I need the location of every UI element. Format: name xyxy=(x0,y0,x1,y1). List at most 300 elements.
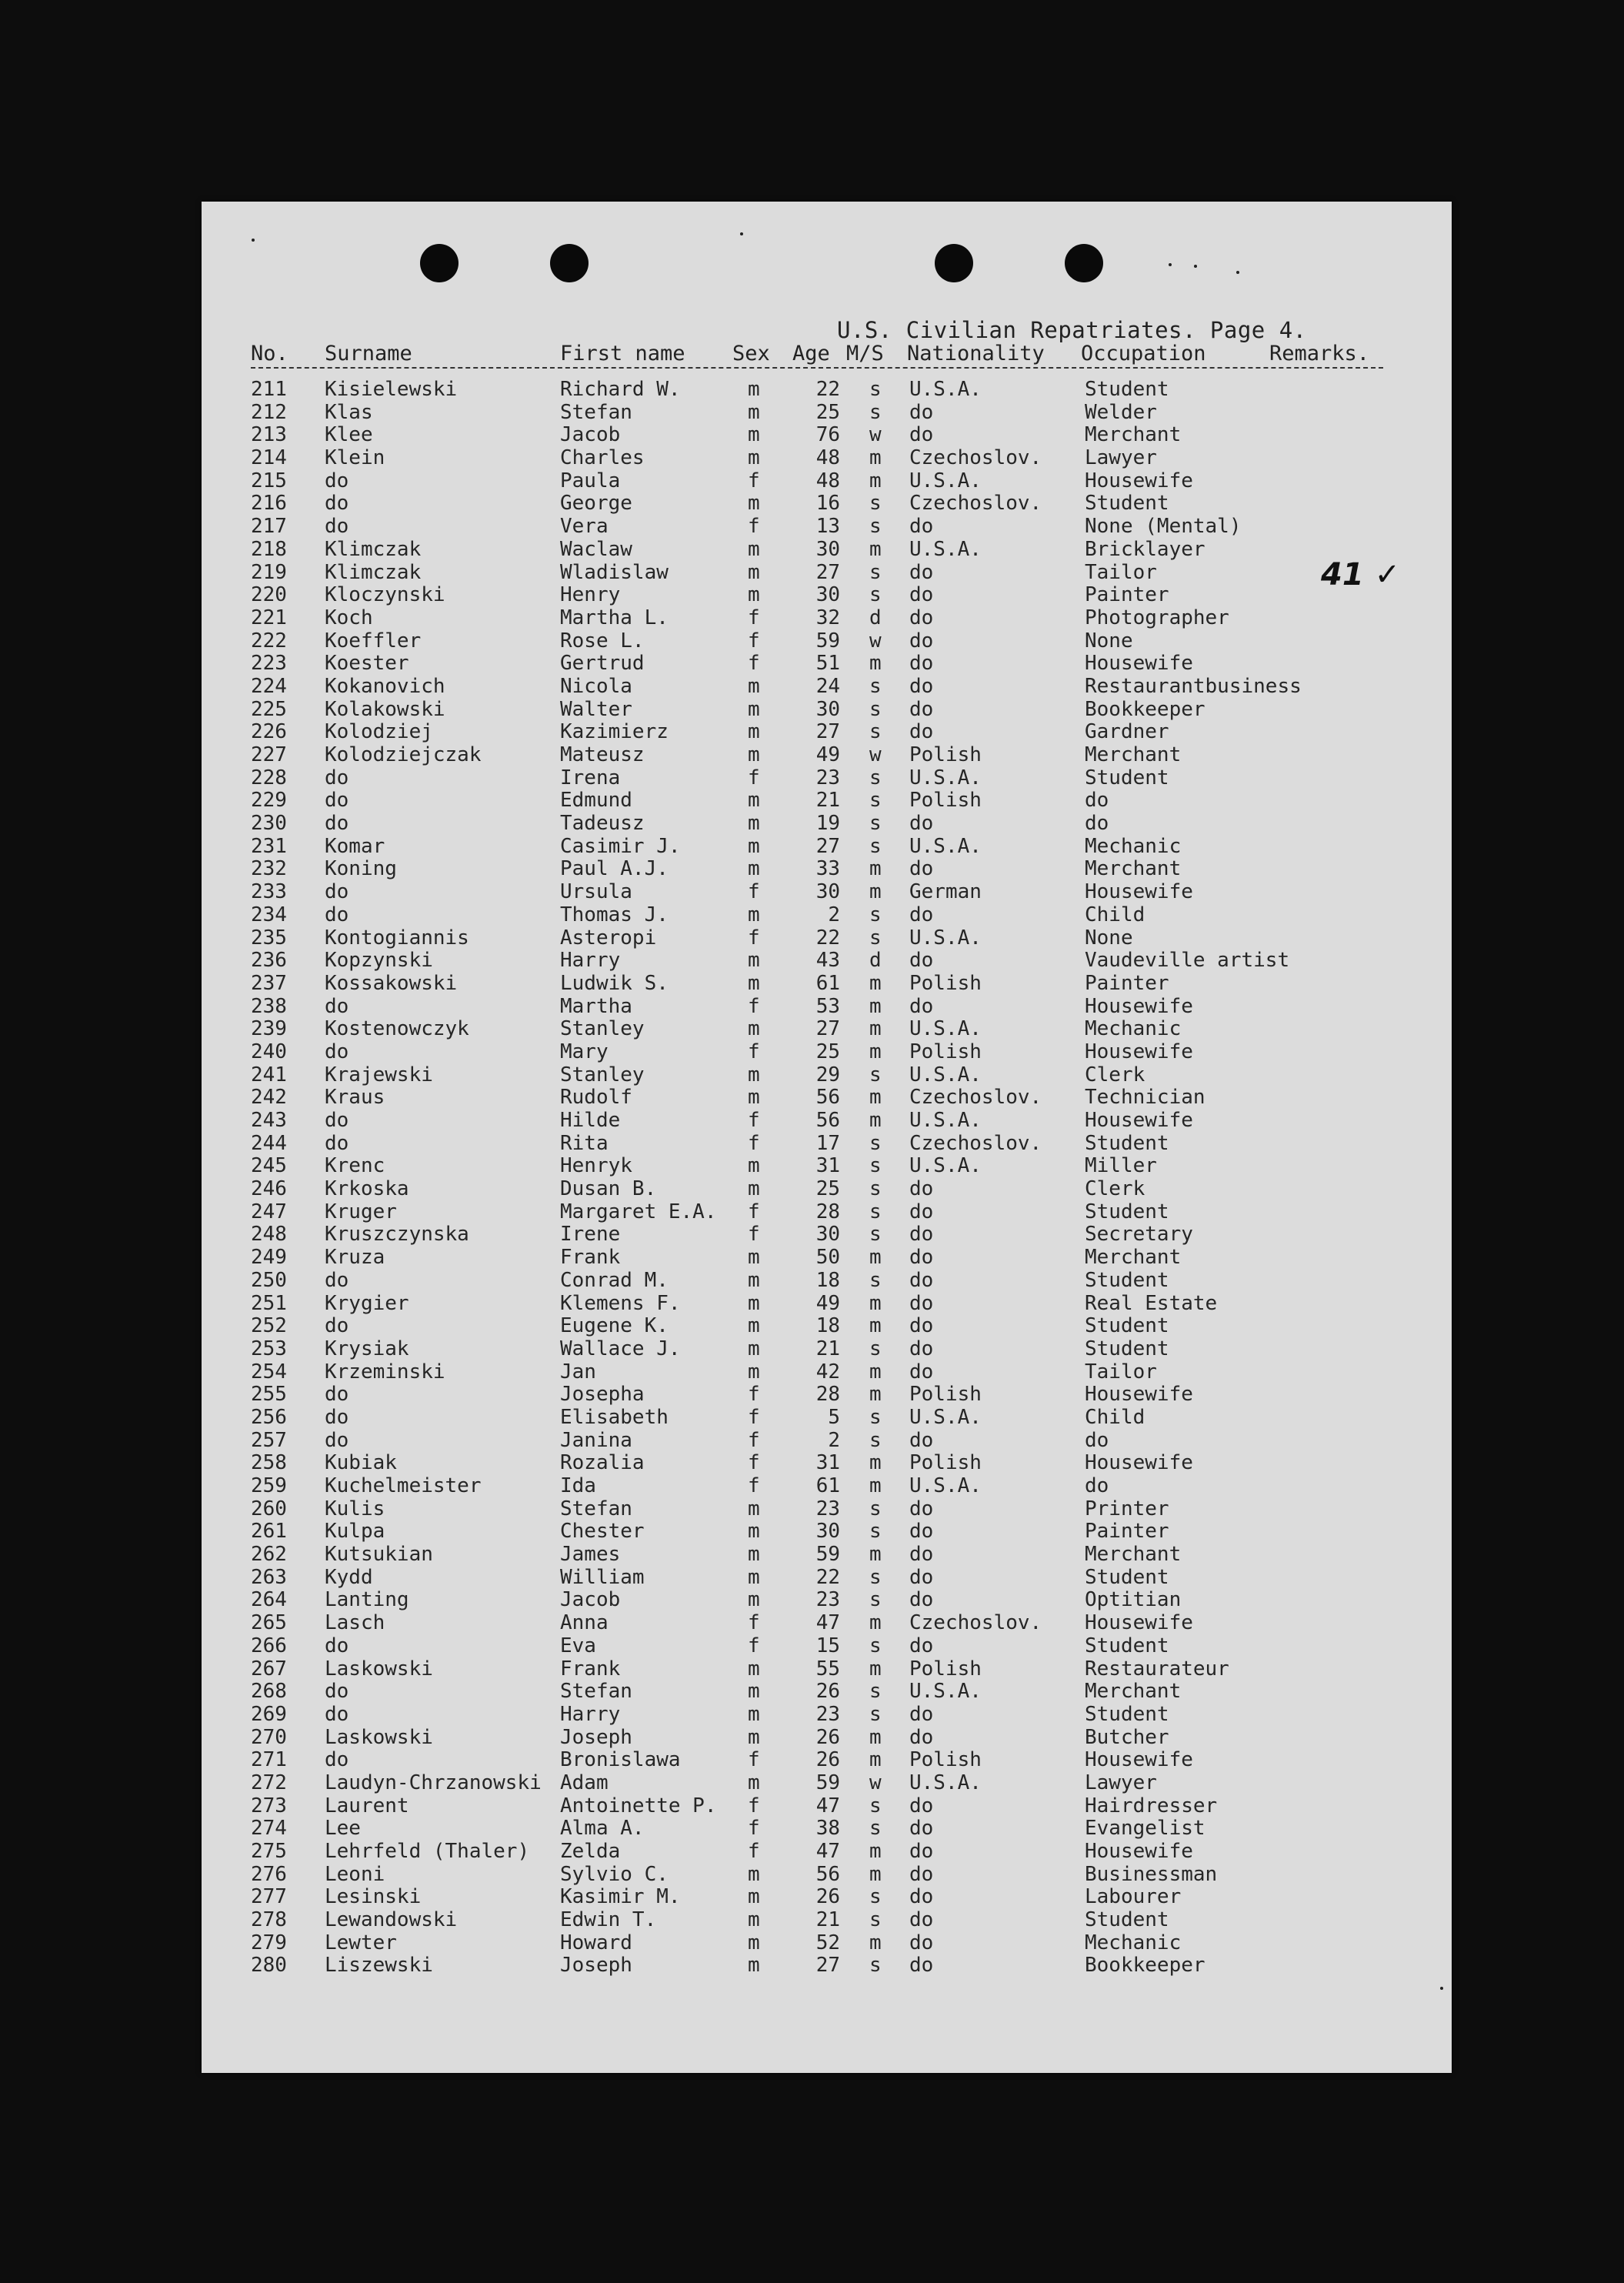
row-nationality: do xyxy=(909,1177,934,1201)
row-surname: Kulpa xyxy=(325,1520,385,1544)
table-row xyxy=(202,1932,1452,1955)
row-nationality: do xyxy=(909,1702,934,1726)
row-surname: do xyxy=(325,1680,349,1704)
table-row xyxy=(202,676,1452,699)
row-age: 42 xyxy=(815,1360,840,1383)
row-marital-status: s xyxy=(869,1817,882,1841)
speck xyxy=(740,232,743,235)
row-first-name: Conrad M. xyxy=(560,1268,669,1292)
row-first-name: Jacob xyxy=(560,1588,621,1612)
row-sex: m xyxy=(748,1702,760,1726)
row-sex: m xyxy=(748,1588,760,1612)
row-number: 255 xyxy=(251,1383,287,1407)
row-occupation: Merchant xyxy=(1085,1680,1182,1704)
row-sex: f xyxy=(748,469,760,492)
row-number: 260 xyxy=(251,1497,287,1520)
row-marital-status: s xyxy=(869,697,882,721)
row-sex: m xyxy=(748,1086,760,1110)
row-occupation: Clerk xyxy=(1085,1063,1145,1086)
row-nationality: do xyxy=(909,400,934,424)
row-marital-status: s xyxy=(869,903,882,926)
row-marital-status: s xyxy=(869,492,882,516)
row-occupation: Housewife xyxy=(1085,1383,1193,1407)
row-marital-status: s xyxy=(869,560,882,584)
row-first-name: Paul A.J. xyxy=(560,857,669,881)
punch-hole xyxy=(420,244,459,282)
row-marital-status: s xyxy=(869,1428,882,1452)
header-surname: Surname xyxy=(325,342,412,365)
row-sex: f xyxy=(748,1611,760,1635)
row-nationality: do xyxy=(909,1497,934,1520)
row-occupation: Student xyxy=(1085,1131,1169,1155)
row-marital-status: w xyxy=(869,629,882,653)
row-marital-status: m xyxy=(869,1931,882,1954)
row-nationality: do xyxy=(909,423,934,447)
row-nationality: U.S.A. xyxy=(909,1154,982,1178)
speck xyxy=(1169,263,1172,266)
row-occupation: Housewife xyxy=(1085,994,1193,1018)
row-nationality: do xyxy=(909,1725,934,1749)
row-first-name: Rudolf xyxy=(560,1086,632,1110)
row-sex: m xyxy=(748,1246,760,1270)
row-marital-status: m xyxy=(869,1086,882,1110)
row-nationality: U.S.A. xyxy=(909,1474,982,1497)
row-sex: f xyxy=(748,1405,760,1429)
row-first-name: Howard xyxy=(560,1931,632,1954)
row-surname: Lewandowski xyxy=(325,1908,458,1932)
row-occupation: Painter xyxy=(1085,971,1169,995)
row-age: 13 xyxy=(815,515,840,539)
row-surname: Laurent xyxy=(325,1794,409,1817)
row-marital-status: s xyxy=(869,1680,882,1704)
row-age: 2 xyxy=(828,903,840,926)
row-age: 76 xyxy=(815,423,840,447)
row-sex: m xyxy=(748,1337,760,1360)
row-marital-status: m xyxy=(869,1246,882,1270)
table-row xyxy=(202,1201,1452,1224)
table-row xyxy=(202,492,1452,516)
row-number: 241 xyxy=(251,1063,287,1086)
row-number: 249 xyxy=(251,1246,287,1270)
row-occupation: Child xyxy=(1085,903,1145,926)
table-row xyxy=(202,767,1452,790)
row-number: 236 xyxy=(251,949,287,973)
row-sex: m xyxy=(748,1291,760,1315)
row-surname: Kydd xyxy=(325,1565,373,1589)
row-age: 27 xyxy=(815,1954,840,1978)
table-row xyxy=(202,1612,1452,1635)
row-sex: m xyxy=(748,492,760,516)
row-surname: Kruszczynska xyxy=(325,1223,469,1247)
row-occupation: Housewife xyxy=(1085,1109,1193,1132)
row-occupation: Evangelist xyxy=(1085,1817,1205,1841)
row-surname: Lasch xyxy=(325,1611,385,1635)
row-number: 261 xyxy=(251,1520,287,1544)
row-number: 248 xyxy=(251,1223,287,1247)
row-sex: m xyxy=(748,903,760,926)
row-first-name: Anna xyxy=(560,1611,609,1635)
row-age: 30 xyxy=(815,697,840,721)
row-nationality: do xyxy=(909,1794,934,1817)
row-marital-status: m xyxy=(869,1862,882,1886)
row-marital-status: m xyxy=(869,1383,882,1407)
table-row xyxy=(202,1589,1452,1612)
row-surname: do xyxy=(325,1131,349,1155)
row-first-name: Henry xyxy=(560,583,621,607)
row-surname: Kolodziejczak xyxy=(325,743,482,766)
row-number: 222 xyxy=(251,629,287,653)
row-sex: f xyxy=(748,1451,760,1475)
row-marital-status: s xyxy=(869,766,882,789)
row-age: 18 xyxy=(815,1314,840,1338)
row-occupation: Housewife xyxy=(1085,1611,1193,1635)
row-occupation: Student xyxy=(1085,1634,1169,1657)
row-occupation: Mechanic xyxy=(1085,834,1182,858)
row-marital-status: s xyxy=(869,812,882,836)
row-first-name: Klemens F. xyxy=(560,1291,681,1315)
row-occupation: None xyxy=(1085,926,1133,950)
row-marital-status: m xyxy=(869,469,882,492)
row-surname: Klas xyxy=(325,400,373,424)
row-age: 25 xyxy=(815,400,840,424)
row-surname: Klein xyxy=(325,446,385,470)
row-nationality: U.S.A. xyxy=(909,537,982,561)
row-surname: Kruza xyxy=(325,1246,385,1270)
row-first-name: Vera xyxy=(560,515,609,539)
row-nationality: do xyxy=(909,1246,934,1270)
row-sex: m xyxy=(748,583,760,607)
row-marital-status: s xyxy=(869,1794,882,1817)
row-occupation: Housewife xyxy=(1085,1040,1193,1063)
row-sex: m xyxy=(748,1565,760,1589)
row-first-name: Rose L. xyxy=(560,629,645,653)
row-occupation: Student xyxy=(1085,1314,1169,1338)
table-row xyxy=(202,1155,1452,1178)
table-row xyxy=(202,1407,1452,1430)
row-surname: do xyxy=(325,880,349,904)
row-age: 19 xyxy=(815,812,840,836)
row-marital-status: s xyxy=(869,1177,882,1201)
row-marital-status: s xyxy=(869,1588,882,1612)
row-nationality: Czechoslov. xyxy=(909,1086,1042,1110)
row-marital-status: m xyxy=(869,994,882,1018)
row-nationality: do xyxy=(909,1817,934,1841)
row-surname: Kossakowski xyxy=(325,971,458,995)
row-marital-status: m xyxy=(869,1109,882,1132)
row-occupation: Student xyxy=(1085,1565,1169,1589)
row-first-name: Nicola xyxy=(560,674,632,698)
row-first-name: Kasimir M. xyxy=(560,1885,681,1909)
handwritten-annotation: 41 ✓ xyxy=(1321,557,1401,592)
row-age: 59 xyxy=(815,629,840,653)
row-number: 238 xyxy=(251,994,287,1018)
row-marital-status: m xyxy=(869,652,882,676)
row-nationality: Polish xyxy=(909,1040,982,1063)
row-age: 26 xyxy=(815,1725,840,1749)
row-age: 5 xyxy=(828,1405,840,1429)
table-row xyxy=(202,1383,1452,1407)
table-row xyxy=(202,424,1452,447)
row-surname: Kraus xyxy=(325,1086,385,1110)
table-row xyxy=(202,1909,1452,1932)
table-row xyxy=(202,447,1452,470)
row-sex: m xyxy=(748,697,760,721)
table-row xyxy=(202,1658,1452,1681)
row-surname: do xyxy=(325,812,349,836)
row-first-name: Kazimierz xyxy=(560,720,669,744)
row-marital-status: s xyxy=(869,789,882,813)
row-age: 23 xyxy=(815,1702,840,1726)
row-first-name: Richard W. xyxy=(560,378,681,401)
row-number: 247 xyxy=(251,1200,287,1223)
row-number: 266 xyxy=(251,1634,287,1657)
row-age: 47 xyxy=(815,1611,840,1635)
row-surname: Laudyn-Chrzanowski xyxy=(325,1771,542,1794)
row-number: 237 xyxy=(251,971,287,995)
row-sex: f xyxy=(748,994,760,1018)
row-nationality: do xyxy=(909,1291,934,1315)
row-nationality: U.S.A. xyxy=(909,766,982,789)
punch-hole xyxy=(1065,244,1103,282)
row-surname: Klimczak xyxy=(325,537,422,561)
table-row xyxy=(202,470,1452,493)
row-first-name: Joseph xyxy=(560,1954,632,1978)
table-row xyxy=(202,1864,1452,1887)
table-row xyxy=(202,789,1452,813)
table-row xyxy=(202,653,1452,676)
row-number: 254 xyxy=(251,1360,287,1383)
row-first-name: Waclaw xyxy=(560,537,632,561)
table-row xyxy=(202,1223,1452,1247)
row-occupation: Student xyxy=(1085,1200,1169,1223)
row-nationality: Czechoslov. xyxy=(909,492,1042,516)
table-row xyxy=(202,1475,1452,1498)
row-number: 234 xyxy=(251,903,287,926)
row-sex: m xyxy=(748,1931,760,1954)
row-first-name: Jacob xyxy=(560,423,621,447)
row-age: 50 xyxy=(815,1246,840,1270)
row-occupation: Merchant xyxy=(1085,423,1182,447)
row-age: 51 xyxy=(815,652,840,676)
row-age: 30 xyxy=(815,583,840,607)
row-age: 22 xyxy=(815,1565,840,1589)
table-row xyxy=(202,516,1452,539)
row-sex: m xyxy=(748,1497,760,1520)
row-marital-status: s xyxy=(869,583,882,607)
row-number: 270 xyxy=(251,1725,287,1749)
row-occupation: Student xyxy=(1085,766,1169,789)
row-number: 218 xyxy=(251,537,287,561)
row-number: 216 xyxy=(251,492,287,516)
row-nationality: U.S.A. xyxy=(909,1109,982,1132)
row-marital-status: s xyxy=(869,720,882,744)
row-number: 221 xyxy=(251,606,287,629)
row-nationality: do xyxy=(909,1428,934,1452)
row-sex: m xyxy=(748,1154,760,1178)
row-occupation: Student xyxy=(1085,492,1169,516)
row-age: 56 xyxy=(815,1109,840,1132)
row-first-name: Mary xyxy=(560,1040,609,1063)
row-number: 269 xyxy=(251,1702,287,1726)
row-number: 212 xyxy=(251,400,287,424)
row-age: 43 xyxy=(815,949,840,973)
row-marital-status: m xyxy=(869,1314,882,1338)
table-row xyxy=(202,1886,1452,1909)
table-row xyxy=(202,1749,1452,1772)
row-age: 30 xyxy=(815,537,840,561)
row-nationality: do xyxy=(909,1908,934,1932)
table-row xyxy=(202,562,1452,585)
table-row xyxy=(202,1430,1452,1453)
row-sex: m xyxy=(748,743,760,766)
row-surname: Liszewski xyxy=(325,1954,433,1978)
row-marital-status: s xyxy=(869,1131,882,1155)
table-row xyxy=(202,1452,1452,1475)
row-age: 18 xyxy=(815,1268,840,1292)
row-marital-status: s xyxy=(869,378,882,401)
table-row xyxy=(202,1567,1452,1590)
row-number: 230 xyxy=(251,812,287,836)
row-sex: m xyxy=(748,857,760,881)
row-surname: Koeffler xyxy=(325,629,422,653)
row-surname: Laskowski xyxy=(325,1725,433,1749)
row-number: 267 xyxy=(251,1657,287,1681)
row-surname: Lesinski xyxy=(325,1885,422,1909)
row-surname: Klimczak xyxy=(325,560,422,584)
row-nationality: do xyxy=(909,1588,934,1612)
row-marital-status: s xyxy=(869,1908,882,1932)
row-age: 26 xyxy=(815,1680,840,1704)
row-age: 27 xyxy=(815,560,840,584)
row-sex: m xyxy=(748,834,760,858)
row-occupation: Student xyxy=(1085,1702,1169,1726)
row-occupation: Hairdresser xyxy=(1085,1794,1218,1817)
row-marital-status: s xyxy=(869,515,882,539)
row-nationality: Czechoslov. xyxy=(909,446,1042,470)
row-occupation: Student xyxy=(1085,1908,1169,1932)
row-age: 25 xyxy=(815,1177,840,1201)
table-row xyxy=(202,1041,1452,1064)
row-surname: Koester xyxy=(325,652,409,676)
row-surname: do xyxy=(325,1405,349,1429)
row-marital-status: s xyxy=(869,1200,882,1223)
row-nationality: U.S.A. xyxy=(909,834,982,858)
row-occupation: do xyxy=(1085,1474,1109,1497)
row-nationality: Czechoslov. xyxy=(909,1131,1042,1155)
column-headers xyxy=(202,342,1452,369)
row-first-name: Margaret E.A. xyxy=(560,1200,717,1223)
row-occupation: Businessman xyxy=(1085,1862,1218,1886)
row-first-name: Stefan xyxy=(560,1497,632,1520)
header-no: No. xyxy=(251,342,288,365)
row-first-name: Stefan xyxy=(560,1680,632,1704)
row-first-name: Ludwik S. xyxy=(560,971,669,995)
row-number: 273 xyxy=(251,1794,287,1817)
row-occupation: Housewife xyxy=(1085,880,1193,904)
row-marital-status: m xyxy=(869,1360,882,1383)
row-number: 253 xyxy=(251,1337,287,1360)
table-row xyxy=(202,1247,1452,1270)
row-number: 242 xyxy=(251,1086,287,1110)
row-age: 24 xyxy=(815,674,840,698)
row-sex: m xyxy=(748,1680,760,1704)
row-marital-status: m xyxy=(869,446,882,470)
row-age: 31 xyxy=(815,1154,840,1178)
row-occupation: Gardner xyxy=(1085,720,1169,744)
row-age: 27 xyxy=(815,834,840,858)
row-first-name: Tadeusz xyxy=(560,812,645,836)
row-marital-status: m xyxy=(869,1040,882,1063)
row-occupation: Photographer xyxy=(1085,606,1229,629)
header-rule xyxy=(251,367,1383,369)
row-nationality: do xyxy=(909,949,934,973)
row-marital-status: m xyxy=(869,1657,882,1681)
row-nationality: Polish xyxy=(909,789,982,813)
row-age: 23 xyxy=(815,1497,840,1520)
row-first-name: Harry xyxy=(560,949,621,973)
row-sex: f xyxy=(748,1383,760,1407)
row-number: 274 xyxy=(251,1817,287,1841)
table-row xyxy=(202,1064,1452,1087)
row-sex: f xyxy=(748,1748,760,1772)
row-occupation: Mechanic xyxy=(1085,1017,1182,1041)
row-number: 232 xyxy=(251,857,287,881)
table-row xyxy=(202,1498,1452,1521)
row-occupation: Miller xyxy=(1085,1154,1157,1178)
row-surname: do xyxy=(325,1748,349,1772)
row-surname: Kruger xyxy=(325,1200,397,1223)
row-sex: f xyxy=(748,1428,760,1452)
table-row xyxy=(202,1817,1452,1841)
row-age: 27 xyxy=(815,720,840,744)
row-nationality: do xyxy=(909,857,934,881)
header-sex: Sex xyxy=(732,342,770,365)
row-number: 251 xyxy=(251,1291,287,1315)
row-occupation: do xyxy=(1085,1428,1109,1452)
row-surname: Kostenowczyk xyxy=(325,1017,469,1041)
table-row xyxy=(202,1727,1452,1750)
row-marital-status: s xyxy=(869,674,882,698)
row-first-name: Charles xyxy=(560,446,645,470)
row-first-name: Josepha xyxy=(560,1383,645,1407)
table-row xyxy=(202,1178,1452,1201)
row-age: 49 xyxy=(815,1291,840,1315)
row-first-name: Martha xyxy=(560,994,632,1018)
row-age: 49 xyxy=(815,743,840,766)
row-nationality: U.S.A. xyxy=(909,469,982,492)
row-surname: Koning xyxy=(325,857,397,881)
row-number: 250 xyxy=(251,1268,287,1292)
row-number: 219 xyxy=(251,560,287,584)
row-first-name: Edmund xyxy=(560,789,632,813)
table-row xyxy=(202,584,1452,607)
row-nationality: do xyxy=(909,1314,934,1338)
row-first-name: Henryk xyxy=(560,1154,632,1178)
row-nationality: do xyxy=(909,515,934,539)
row-occupation: Painter xyxy=(1085,583,1169,607)
row-number: 252 xyxy=(251,1314,287,1338)
row-number: 220 xyxy=(251,583,287,607)
row-number: 256 xyxy=(251,1405,287,1429)
row-marital-status: m xyxy=(869,857,882,881)
row-number: 279 xyxy=(251,1931,287,1954)
row-nationality: Polish xyxy=(909,1748,982,1772)
table-row xyxy=(202,1635,1452,1658)
row-marital-status: s xyxy=(869,1497,882,1520)
row-surname: do xyxy=(325,789,349,813)
row-first-name: George xyxy=(560,492,632,516)
row-age: 17 xyxy=(815,1131,840,1155)
